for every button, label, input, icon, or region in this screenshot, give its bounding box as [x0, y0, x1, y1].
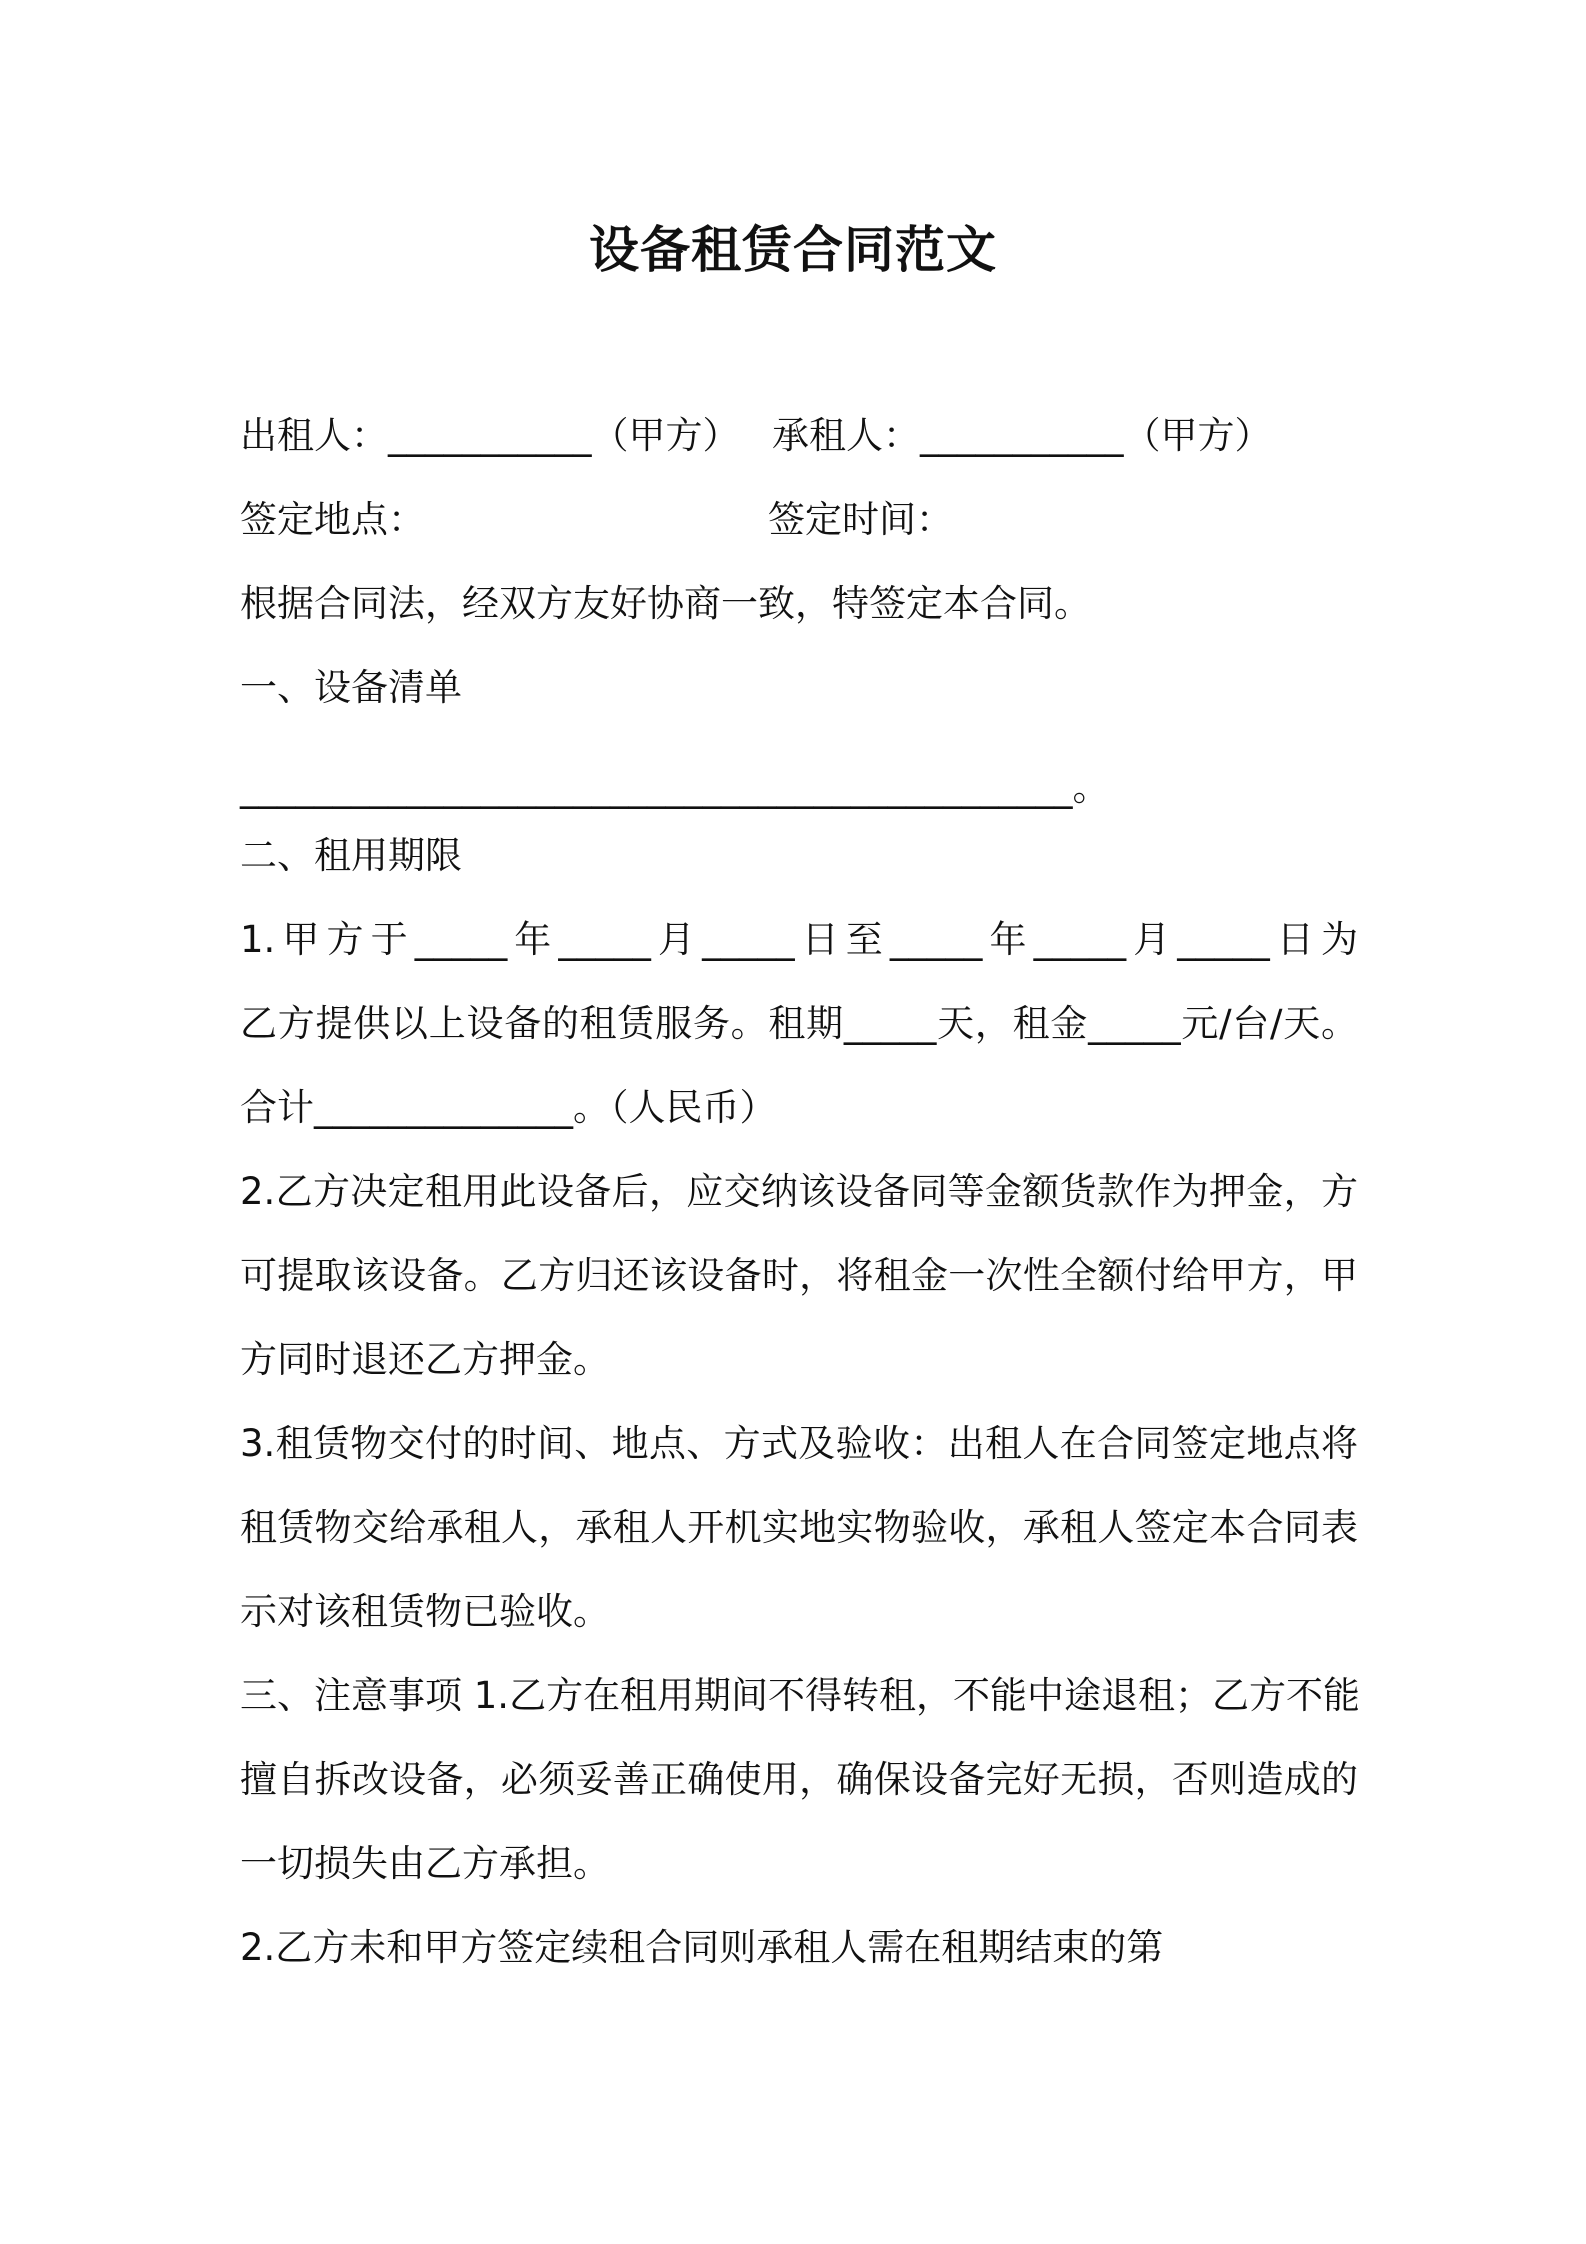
- sign-place-label: 签定地点：: [240, 498, 425, 541]
- section-heading-notes: 三、注意事项 1.乙方在租用期间不得转租，不能中途退租；乙方不能: [240, 1674, 1361, 1717]
- parties-row: [240, 410, 1358, 462]
- clause-line: 2.乙方未和甲方签定续租合同则承租人需在租期结束的第: [240, 1926, 1164, 1969]
- clause-line: 合计______________。（人民币）: [240, 1086, 777, 1129]
- lessor-field: 出租人：___________（甲方）: [240, 414, 740, 457]
- equipment-list-blank: _____________________________________________。: [240, 766, 1110, 809]
- clause-line: 乙方提供以上设备的租赁服务。租期_____天，租金_____元/台/天。: [240, 1002, 1358, 1045]
- clause-line: 租赁物交给承租人，承租人开机实地实物验收，承租人签定本合同表: [240, 1506, 1358, 1549]
- clause-line: 一切损失由乙方承担。: [240, 1842, 610, 1885]
- clause-line: 3.租赁物交付的时间、地点、方式及验收：出租人在合同签定地点将: [240, 1422, 1358, 1465]
- clause-line: 2.乙方决定租用此设备后，应交纳该设备同等金额货款作为押金，方: [240, 1170, 1358, 1213]
- sign-info-row: [240, 494, 1358, 546]
- clause-line: 示对该租赁物已验收。: [240, 1590, 610, 1633]
- clause-line: 1.甲方于_____年_____月_____日至_____年_____月_____日为: [240, 918, 1358, 961]
- lessee-field: 承租人：___________（甲方）: [772, 414, 1272, 457]
- preamble-text: 根据合同法，经双方友好协商一致，特签定本合同。: [240, 582, 1091, 625]
- clause-line: 擅自拆改设备，必须妥善正确使用，确保设备完好无损，否则造成的: [240, 1758, 1358, 1801]
- clause-line: 方同时退还乙方押金。: [240, 1338, 610, 1381]
- clause-line: 可提取该设备。乙方归还该设备时，将租金一次性全额付给甲方，甲: [240, 1254, 1358, 1297]
- section-heading-rental-term: 二、租用期限: [240, 834, 462, 877]
- section-heading-equipment-list: 一、设备清单: [240, 666, 462, 709]
- sign-time-label: 签定时间：: [768, 498, 953, 541]
- document-title: 设备租赁合同范文: [589, 221, 997, 279]
